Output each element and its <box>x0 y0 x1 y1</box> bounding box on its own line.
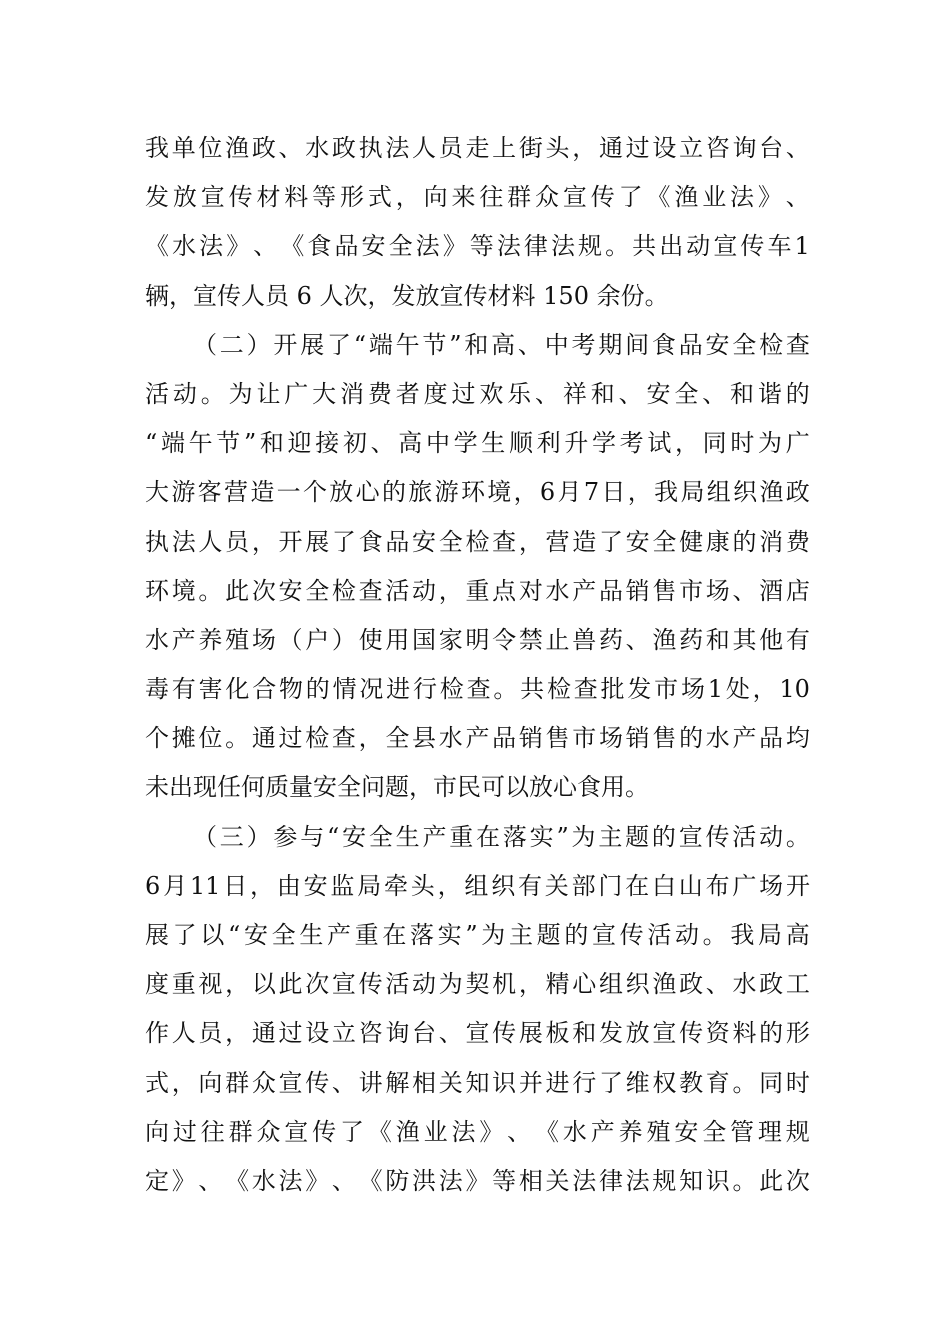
text-line: 6 月 11 日 ， 由 安 监 局 牵 头 ， 组 织 有 关 部 门 在 白 山 布 广 场 开 <box>145 871 810 900</box>
text-line: 向 过 往 群 众 宣 传 了 《 渔 业 法 》 、 《 水 产 养 殖 安 全 管 理 规 <box>145 1117 810 1146</box>
text-line: 《 水 法 》 、 《 食 品 安 全 法 》 等 法 律 法 规 。 共 出 动 宣 传 车 1 <box>145 232 810 261</box>
text-line: 度 重 视 ， 以 此 次 宣 传 活 动 为 契 机 ， 精 心 组 织 渔 政 、 水 政 工 <box>145 970 810 999</box>
text-line: 大 游 客 营 造 一 个 放 心 的 旅 游 环 境 ， 6 月 7 日 ， 我 局 组 织 渔 政 <box>145 478 810 507</box>
paragraph-first-line: （ 三 ） 参 与 “ 安 全 生 产 重 在 落 实 ” 为 主 题 的 宣 传 活 动 。 <box>193 822 810 851</box>
text-line: “ 端 午 节 ” 和 迎 接 初 、 高 中 学 生 顺 利 升 学 考 试 ， 同 时 为 广 <box>145 429 810 458</box>
text-line: 定 》 、 《 水 法 》 、 《 防 洪 法 》 等 相 关 法 律 法 规 知 识 。 此 次 <box>145 1166 810 1195</box>
text-line: 环 境 。 此 次 安 全 检 查 活 动 ， 重 点 对 水 产 品 销 售 市 场 、 酒 店 <box>145 576 810 605</box>
text-line: 执 法 人 员 ， 开 展 了 食 品 安 全 检 查 ， 营 造 了 安 全 健 康 的 消 费 <box>145 527 810 556</box>
text-line: 辆，宣传人员 6 人次，发放宣传材料 150 余份。 <box>145 281 669 310</box>
text-line: 水 产 养 殖 场 （ 户 ） 使 用 国 家 明 令 禁 止 兽 药 、 渔 药 和 其 他 有 <box>145 625 810 654</box>
text-line: 我 单 位 渔 政 、 水 政 执 法 人 员 走 上 街 头 ， 通 过 设 立 咨 询 台 、 <box>145 134 810 162</box>
text-line: 作 人 员 ， 通 过 设 立 咨 询 台 、 宣 传 展 板 和 发 放 宣 传 资 料 的 形 <box>145 1019 810 1048</box>
text-line: 式 ， 向 群 众 宣 传 、 讲 解 相 关 知 识 并 进 行 了 维 权 教 育 。 同 时 <box>145 1068 810 1097</box>
text-line: 发 放 宣 传 材 料 等 形 式 ， 向 来 往 群 众 宣 传 了 《 渔 业 法 》 、 <box>145 183 810 212</box>
text-line: 毒 有 害 化 合 物 的 情 况 进 行 检 查 。 共 检 查 批 发 市 场 1 处 ， 10 <box>145 675 810 704</box>
text-line: 未出现任何质量安全问题，市民可以放心食用。 <box>145 773 649 802</box>
paragraph-first-line: （ 二 ） 开 展 了 “ 端 午 节 ” 和 高 、 中 考 期 间 食 品 安 全 检 查 <box>193 330 810 359</box>
text-line: 展 了 以 “ 安 全 生 产 重 在 落 实 ” 为 主 题 的 宣 传 活 动 。 我 局 高 <box>145 921 810 949</box>
text-line: 活 动 。 为 让 广 大 消 费 者 度 过 欢 乐 、 祥 和 、 安 全 、 和 谐 的 <box>145 379 810 408</box>
body-text <box>145 124 810 1206</box>
text-line: 个 摊 位 。 通 过 检 查 ， 全 县 水 产 品 销 售 市 场 销 售 的 水 产 品 均 <box>145 724 810 753</box>
